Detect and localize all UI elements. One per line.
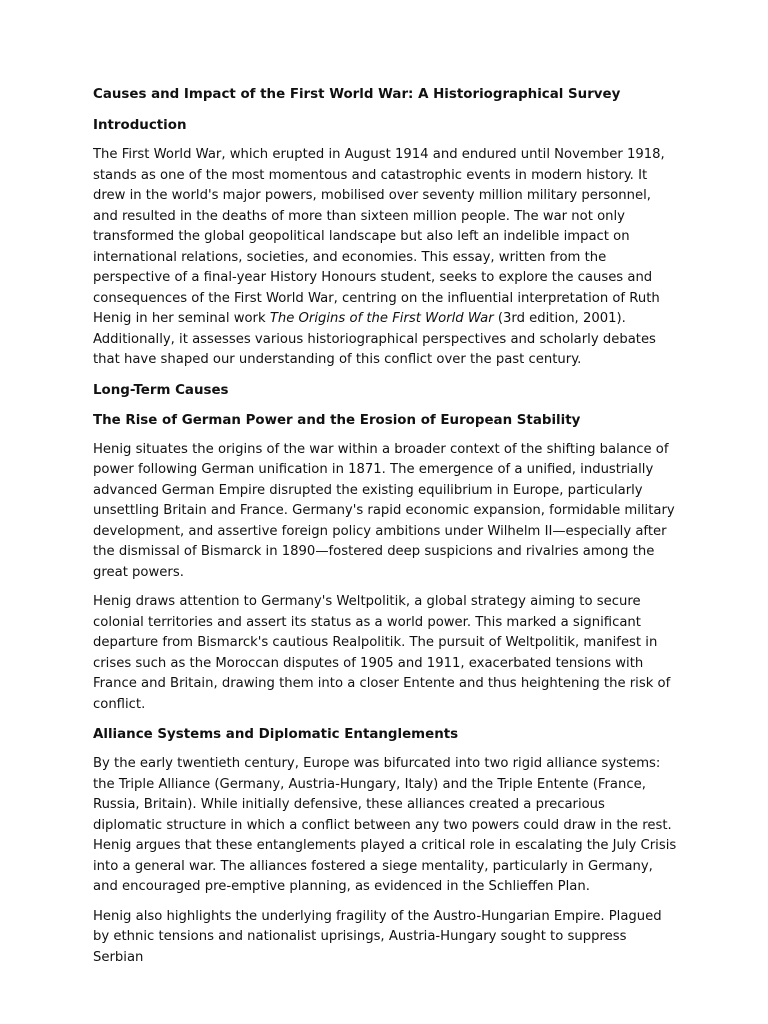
document-title: Causes and Impact of the First World War: A Historiographical Survey: [93, 87, 621, 102]
introduction-paragraph: [93, 145, 677, 371]
alliance-paragraph-2: Henig also highlights the underlying fragility of the Austro-Hungarian Empire. Plagued by ethnic tensions and nationalist uprisings, Austria-Hungary sought to suppress Serbian: [93, 908, 662, 965]
german-power-paragraph-2: Henig draws attention to Germany's Weltpolitik, a global strategy aiming to secure colonial territories and assert its status as a world power. This marked a significant departure from Bismarck's cautious Realpolitik. The pursuit of Weltpolitik, manifest in crises such as the Moroccan disputes of 1905 and 1911, exacerbated tensions with France and Britain, drawing them into a closer Entente and thus heightening the risk of conflict.: [93, 594, 671, 712]
german-power-paragraph-1: Henig situates the origins of the war within a broader context of the shifting balance of power following German unification in 1871. The emergence of a unified, industrially advanced German Empire disrupted the existing equilibrium in Europe, particularly unsettling Britain and France. Germany's rapid economic expansion, formidable military development, and assertive foreign policy ambitions under Wilhelm II—especially after the dismissal of Bismarck in 1890—fostered deep suspicions and rivalries among the great powers.: [93, 441, 675, 580]
intro-text-start: The First World War, which erupted in August 1914 and endured until November 1918, stands as one of the most momentous and catastrophic events in modern history. It drew in the world's major powers, mobilised over seventy million military personnel, and resulted in the deaths of more than sixteen million people. The war not only transformed the global geopolitical landscape but also left an indelible impact on international relations, societies, and economies. This essay, written from the perspective of a final-year History Honours student, seeks to explore the causes and consequences of the First World War, centring on the influential interpretation of Ruth Henig in her seminal work: [93, 147, 665, 326]
alliance-paragraph-1: By the early twentieth century, Europe was bifurcated into two rigid alliance systems: the Triple Alliance (Germany, Austria-Hungary, Italy) and the Triple Entente (France, Russia, Britain). While initially defensive, these alliances created a precarious diplomatic structure in which a conflict between any two powers could draw in the rest. Henig argues that these entanglements played a critical role in escalating the July Crisis into a general war. The alliances fostered a siege mentality, particularly in Germany, and encouraged pre-emptive planning, as evidenced in the Schlieffen Plan.: [93, 756, 677, 894]
document-page: [93, 84, 677, 977]
subsection-heading-alliance-systems: Alliance Systems and Diplomatic Entanglements: [93, 727, 459, 742]
intro-text-end: (3rd edition, 2001). Additionally, it assesses various historiographical perspectives and scholarly debates that have shaped our understanding of this conflict over the past century.: [93, 311, 656, 367]
section-heading-long-term-causes: Long-Term Causes: [93, 382, 229, 398]
book-title-italic: The Origins of the First World War: [269, 311, 494, 326]
section-heading-introduction: Introduction: [93, 118, 187, 133]
subsection-heading-german-power: The Rise of German Power and the Erosion of European Stability: [93, 412, 581, 428]
